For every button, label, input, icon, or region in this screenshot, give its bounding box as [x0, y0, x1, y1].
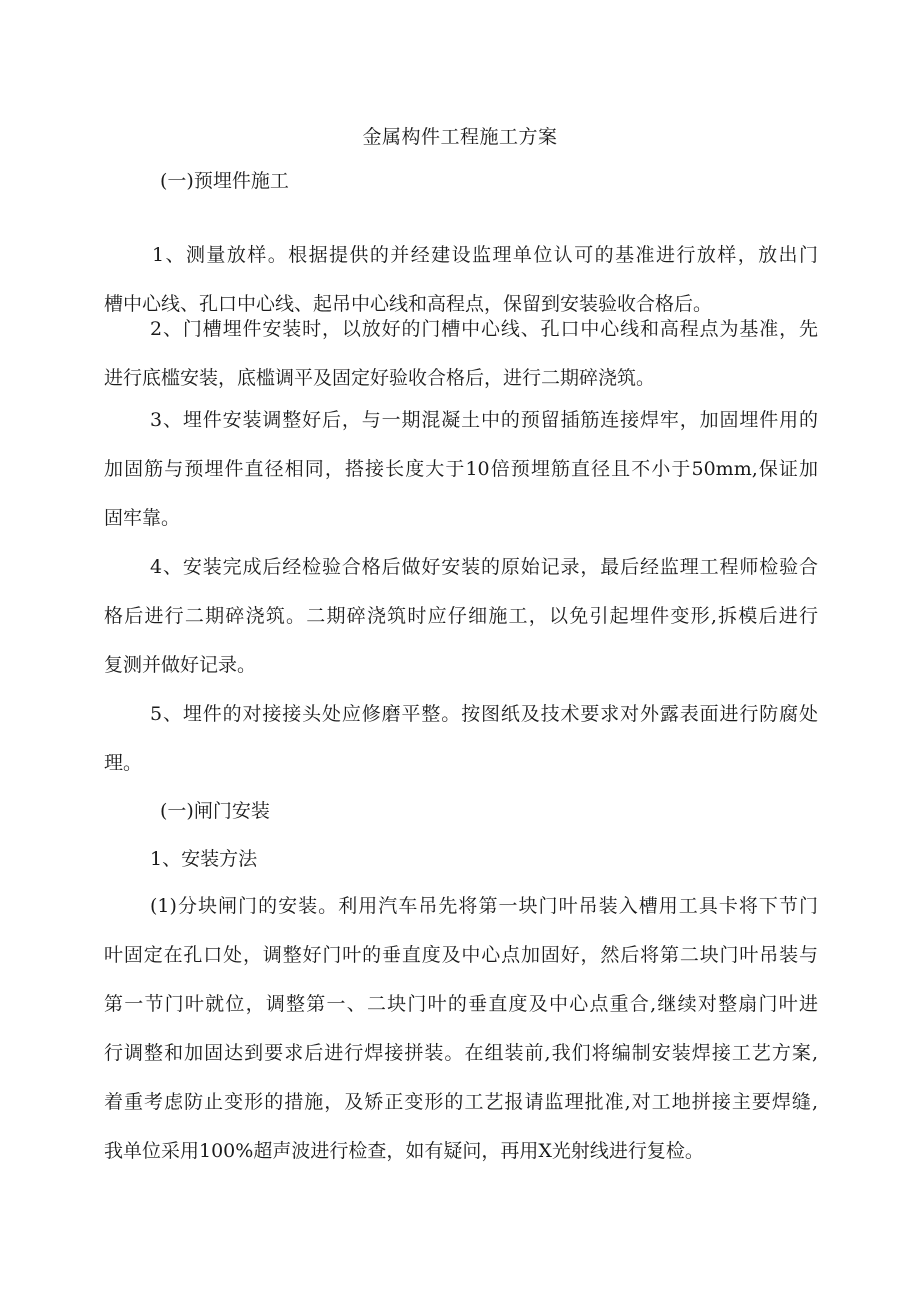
paragraph-line: 进行底槛安装，底槛调平及固定好验收合格后，进行二期碎浇筑。 — [104, 367, 656, 389]
section-heading-embedded-parts: (一)预埋件施工 — [160, 170, 289, 192]
paragraph-line: 复测并做好记录。 — [104, 654, 257, 676]
paragraph-weld-reinforcement — [104, 396, 818, 543]
paragraph-line: 3、埋件安装调整好后，与一期混凝土中的预留插筋连接焊牢，加固埋件用的 — [150, 409, 818, 431]
paragraph-line: 行调整和加固达到要求后进行焊接拼装。在组装前,我们将编制安装焊接工艺方案, — [104, 1042, 818, 1064]
paragraph-line: 叶固定在孔口处，调整好门叶的垂直度及中心点加固好，然后将第二块门叶吊装与 — [104, 944, 818, 966]
paragraph-anticorrosion — [104, 690, 818, 788]
paragraph-line: 我单位采用100%超声波进行检查，如有疑问，再用X光射线进行复检。 — [104, 1140, 704, 1162]
paragraph-line: 加固筋与预埋件直径相同，搭接长度大于10倍预埋筋直径且不小于50mm,保证加 — [104, 458, 818, 480]
paragraph-line: 2、门槽埋件安装时，以放好的门槽中心线、孔口中心线和高程点为基准，先 — [150, 318, 818, 340]
paragraph-line: 5、埋件的对接接头处应修磨平整。按图纸及技术要求对外露表面进行防腐处 — [150, 703, 818, 725]
paragraph-line: 第一节门叶就位，调整第一、二块门叶的垂直度及中心点重合,继续对整扇门叶进 — [104, 993, 818, 1015]
paragraph-line: 1、测量放样。根据提供的并经建设监理单位认可的基准进行放样，放出门 — [152, 244, 818, 266]
paragraph-line: (1)分块闸门的安装。利用汽车吊先将第一块门叶吊装入槽用工具卡将下节门 — [150, 895, 818, 917]
paragraph-line: 理。 — [104, 752, 143, 774]
subheading-installation-method: 1、安装方法 — [150, 848, 258, 870]
paragraph-segmented-gate — [104, 882, 818, 1176]
paragraph-line: 4、安装完成后经检验合格后做好安装的原始记录，最后经监理工程师检验合 — [150, 556, 818, 578]
document-title: 金属构件工程施工方案 — [362, 126, 558, 148]
paragraph-line: 槽中心线、孔口中心线、起吊中心线和高程点，保留到安装验收合格后。 — [104, 293, 713, 315]
paragraph-inspection-record — [104, 543, 818, 690]
section-heading-gate-installation: (一)闸门安装 — [160, 800, 270, 822]
paragraph-line: 着重考虑防止变形的措施，及矫正变形的工艺报请监理批准,对工地拼接主要焊缝, — [104, 1091, 818, 1113]
paragraph-line: 格后进行二期碎浇筑。二期碎浇筑时应仔细施工，以免引起埋件变形,拆模后进行 — [104, 605, 818, 627]
paragraph-line: 固牢靠。 — [104, 507, 181, 529]
paragraph-gate-slot-install — [104, 305, 818, 403]
